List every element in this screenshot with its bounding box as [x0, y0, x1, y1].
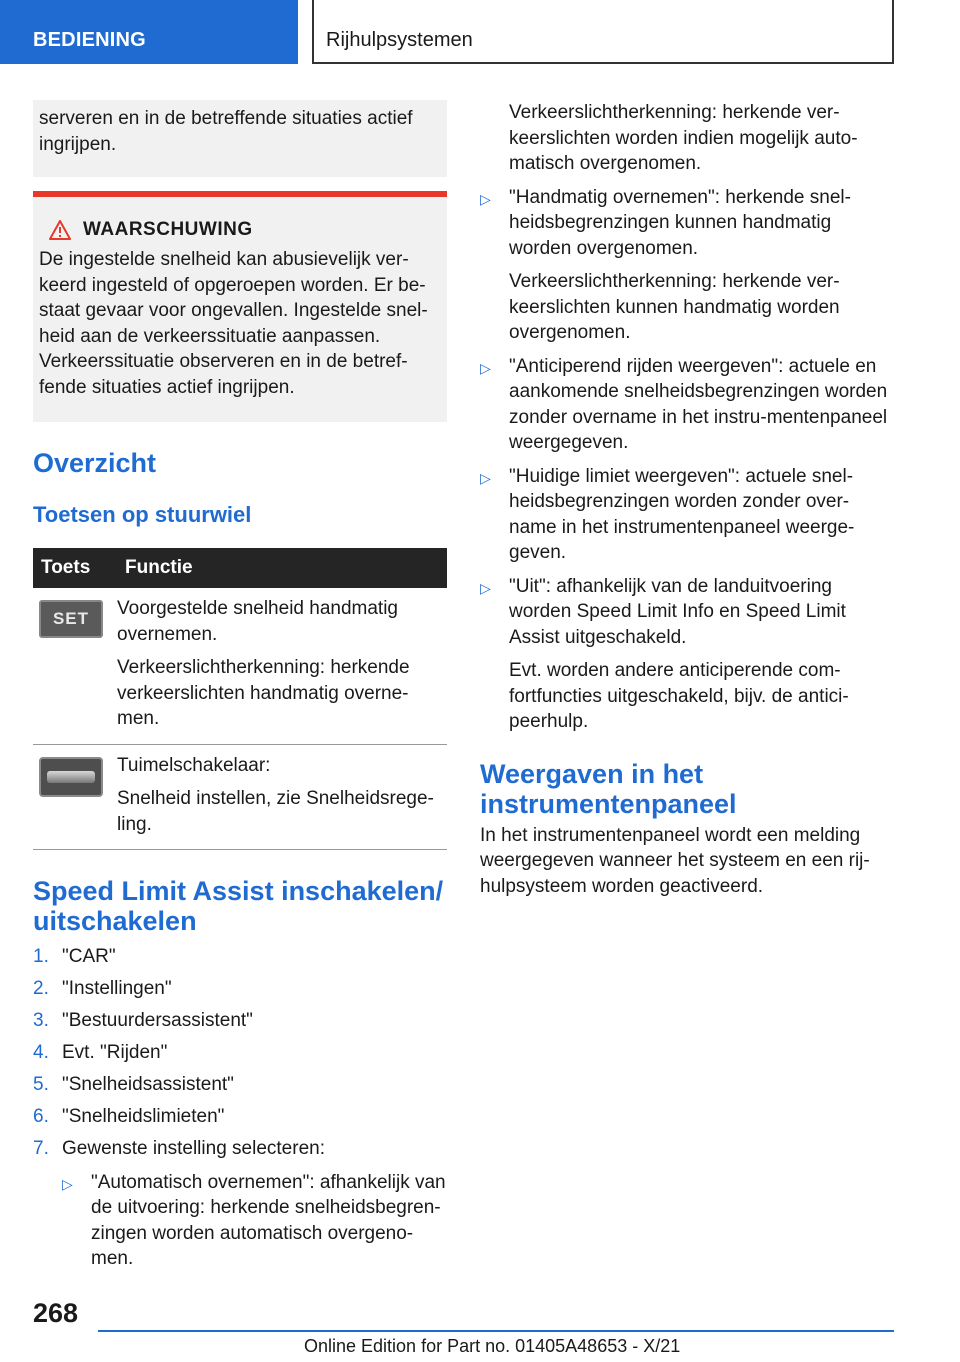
table-row — [33, 744, 447, 850]
function-text: Snelheid instellen, zie Snelheidsrege-ling. — [117, 788, 434, 835]
step-number: 1. — [33, 946, 49, 967]
step-number: 4. — [33, 1042, 49, 1063]
function-text: Verkeerslichtherkenning: herkende verkeerslichten handmatig overne-men. — [117, 657, 410, 729]
warning-title: WAARSCHUWING — [83, 219, 253, 240]
right-column — [480, 100, 894, 899]
steps-list — [33, 944, 447, 1280]
table-header-row — [33, 548, 447, 588]
step-number: 5. — [33, 1074, 49, 1095]
step-number: 7. — [33, 1138, 49, 1159]
speed-limit-heading: Speed Limit Assist inschakelen/ uitschakelen — [33, 876, 444, 936]
display-text: In het instrumentenpaneel wordt een melding weergegeven wanneer het systeem en een rij-hulpsysteem worden geactiveerd. — [480, 824, 870, 897]
table-cell-icon — [33, 588, 117, 744]
table-header-functie: Functie — [117, 548, 447, 588]
option-item-continued — [480, 100, 894, 177]
table-cell-function — [117, 744, 447, 850]
function-text: Voorgestelde snelheid handmatig overnemen. — [117, 598, 398, 645]
table-cell-icon — [33, 744, 117, 850]
option-text: "Anticiperend rijden weergeven": actuele en aankomende snelheidsbegrenzingen worden zonder overname in het instru-mentenpaneel weergegeven. — [509, 355, 888, 453]
list-item — [33, 944, 447, 970]
step-text: "Snelheidsassistent" — [62, 1074, 234, 1095]
step-text: "Instellingen" — [62, 978, 172, 999]
display-heading: Weergaven in het instrumentenpaneel — [480, 758, 737, 819]
table-row — [33, 588, 447, 744]
set-button-icon: SET — [39, 600, 103, 638]
warning-line: heid aan de verkeerssituatie aanpassen. — [39, 325, 381, 347]
info-box — [33, 100, 447, 177]
list-item — [33, 1008, 447, 1034]
list-item — [33, 1104, 447, 1130]
triangle-bullet-icon: ▷ — [62, 1175, 73, 1192]
option-text: Verkeerslichtherkenning: herkende ver-keerslichten worden indien mogelijk auto-matisch overgenomen. — [509, 102, 858, 174]
rocker-switch-icon — [39, 757, 103, 797]
section-title: BEDIENING — [33, 29, 146, 51]
warning-box — [33, 191, 447, 422]
triangle-bullet-icon: ▷ — [480, 190, 491, 207]
warning-line: fende situaties actief ingrijpen. — [39, 376, 295, 398]
list-item — [33, 1072, 447, 1098]
warning-line: staat gevaar voor ongevallen. Ingestelde snel- — [39, 300, 428, 321]
option-item — [480, 464, 894, 566]
option-list — [62, 1170, 447, 1280]
left-column — [33, 100, 447, 1286]
chapter-tab — [312, 0, 894, 64]
step-number: 3. — [33, 1010, 49, 1031]
buttons-subheading: Toetsen op stuurwiel — [33, 502, 252, 527]
step-text: "Snelheidslimieten" — [62, 1106, 225, 1127]
info-text: serveren en in de betreffende situaties actief ingrijpen. — [39, 108, 413, 155]
section-tab — [0, 0, 298, 64]
option-text: "Uit": afhankelijk van de landuitvoering worden Speed Limit Info en Speed Limit Assist uitgeschakeld. — [509, 575, 846, 648]
table-cell-function — [117, 588, 447, 744]
warning-line: keerd ingesteld of opgeroepen worden. Er be- — [39, 274, 426, 296]
step-text: "CAR" — [62, 946, 116, 967]
function-text: Tuimelschakelaar: — [117, 754, 271, 776]
warning-header — [49, 219, 441, 241]
chapter-title: Rijhulpsystemen — [326, 29, 473, 51]
option-item — [62, 1170, 447, 1272]
option-item — [480, 354, 894, 456]
step-text: "Bestuurdersassistent" — [62, 1010, 253, 1031]
option-text: "Huidige limiet weergeven": actuele snel-heidsbegrenzingen worden zonder over-name in het instrumentenpaneel weerge-geven. — [509, 465, 855, 563]
option-text: Verkeerslichtherkenning: herkende ver-keerslichten kunnen handmatig worden overgenomen. — [509, 271, 840, 343]
step-text: Gewenste instelling selecteren: — [62, 1138, 325, 1159]
step-number: 6. — [33, 1106, 49, 1127]
option-list — [480, 100, 894, 735]
warning-line: De ingestelde snelheid kan abusievelijk ver- — [39, 249, 409, 270]
triangle-bullet-icon: ▷ — [480, 359, 491, 376]
warning-triangle-icon — [49, 220, 71, 240]
footer-divider — [98, 1330, 894, 1332]
page-number: 268 — [33, 1298, 79, 1328]
triangle-bullet-icon: ▷ — [480, 579, 491, 596]
list-item — [33, 1040, 447, 1066]
warning-line: Verkeerssituatie observeren en in de betref- — [39, 351, 408, 372]
step-text: Evt. "Rijden" — [62, 1042, 168, 1063]
list-item — [33, 976, 447, 1002]
edition-text: Online Edition for Part no. 01405A48653 - X/21 — [304, 1336, 681, 1356]
triangle-bullet-icon: ▷ — [480, 469, 491, 486]
option-text: Evt. worden andere anticiperende com-fortfuncties uitgeschakeld, bijv. de antici-peerhulp. — [509, 660, 849, 732]
option-item — [480, 574, 894, 735]
step-number: 2. — [33, 978, 49, 999]
option-text: "Handmatig overnemen": herkende snel-heidsbegrenzingen kunnen handmatig worden overgenomen. — [509, 186, 851, 259]
option-item — [480, 185, 894, 346]
table-header-toets: Toets — [33, 548, 117, 588]
list-item — [33, 1136, 447, 1280]
overview-heading: Overzicht — [33, 448, 157, 478]
option-text: "Automatisch overnemen": afhankelijk van de uitvoering: herkende snelheidsbegren-zingen worden automatisch overgeno-men. — [91, 1171, 446, 1269]
buttons-table — [33, 548, 447, 850]
